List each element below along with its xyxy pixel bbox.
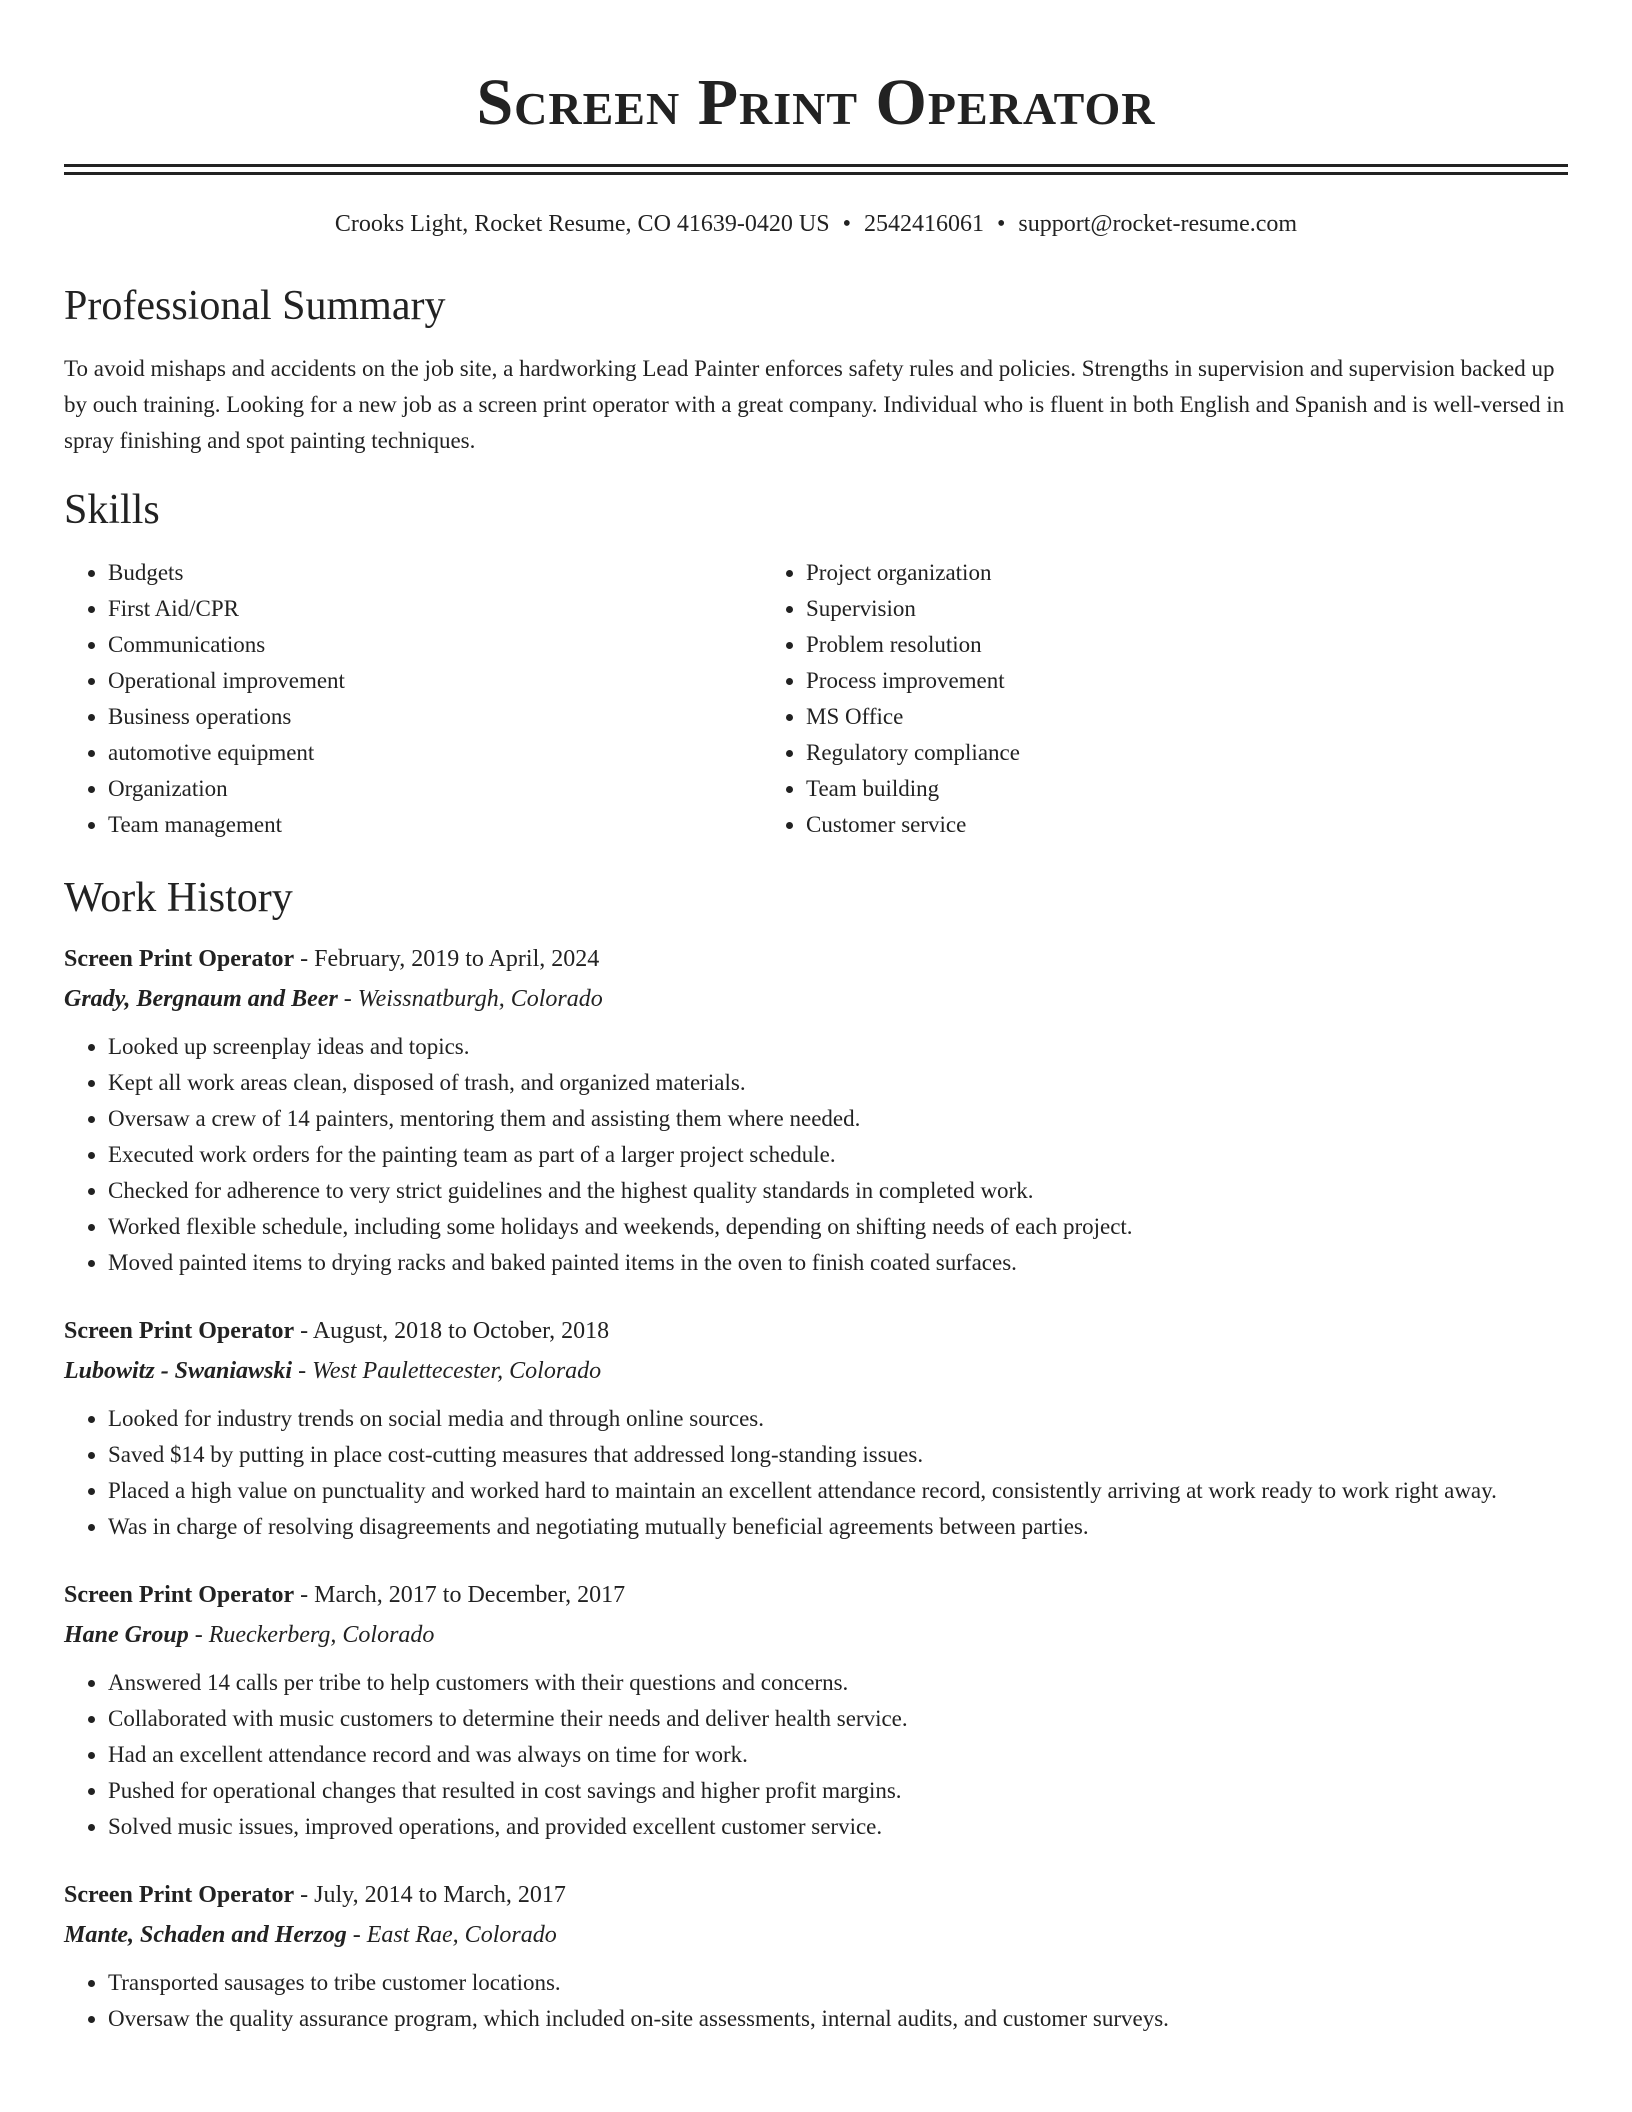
job-location: Weissnatburgh, Colorado <box>357 986 603 1012</box>
job-bullet: • Looked for industry trends on social media and through online sources. <box>108 1401 1568 1437</box>
job-entry <box>64 1875 1568 2037</box>
job-bullet: • Was in charge of resolving disagreements and negotiating mutually beneficial agreements between parties. <box>108 1509 1568 1545</box>
skill-item: • First Aid/CPR <box>108 591 762 627</box>
contact-line <box>64 209 1568 239</box>
skill-item: • MS Office <box>806 699 1522 735</box>
job-company-line: Mante, Schaden and Herzog - East Rae, Colorado <box>64 1922 557 1948</box>
job-title: Screen Print Operator <box>64 1582 295 1608</box>
skill-item: • Project organization <box>806 555 1522 591</box>
job-bullet: • Pushed for operational changes that resulted in cost savings and higher profit margins. <box>108 1773 1568 1809</box>
skills-list <box>64 555 1568 843</box>
skill-item: • automotive equipment <box>108 735 762 771</box>
skill-item: • Organization <box>108 771 762 807</box>
contact-phone: 2542416061 <box>863 211 984 237</box>
job-bullet: • Solved music issues, improved operations, and provided excellent customer service. <box>108 1809 1568 1845</box>
job-company: Hane Group <box>64 1622 189 1648</box>
job-bullet: • Oversaw the quality assurance program, which included on-site assessments, internal audits, and customer surveys. <box>108 2001 1568 2037</box>
job-bullet: • Saved $14 by putting in place cost-cutting measures that addressed long-standing issues. <box>108 1437 1568 1473</box>
job-company: Lubowitz - Swaniawski <box>64 1358 293 1384</box>
skills-heading: Skills <box>64 487 160 533</box>
job-company: Grady, Bergnaum and Beer <box>64 986 338 1012</box>
skill-item: • Operational improvement <box>108 663 762 699</box>
job-company: Mante, Schaden and Herzog <box>64 1922 347 1948</box>
job-location: Rueckerberg, Colorado <box>208 1622 435 1648</box>
job-entry <box>64 1311 1568 1545</box>
job-bullet: • Executed work orders for the painting team as part of a larger project schedule. <box>108 1137 1568 1173</box>
skill-item: • Communications <box>108 627 762 663</box>
job-title-line: Screen Print Operator - February, 2019 to April, 2024 <box>64 946 600 972</box>
job-bullet: • Collaborated with music customers to determine their needs and deliver health service. <box>108 1701 1568 1737</box>
job-bullet: • Answered 14 calls per tribe to help customers with their questions and concerns. <box>108 1665 1568 1701</box>
job-entry <box>64 939 1568 1281</box>
skill-item: • Process improvement <box>806 663 1522 699</box>
skill-item: • Team building <box>806 771 1522 807</box>
job-title: Screen Print Operator <box>64 946 295 972</box>
skills-column-right <box>762 555 1522 843</box>
job-bullet: • Had an excellent attendance record and was always on time for work. <box>108 1737 1568 1773</box>
job-bullets <box>64 1401 1568 1545</box>
resume-title: Screen Print Operator <box>476 66 1156 139</box>
summary-text: To avoid mishaps and accidents on the job site, a hardworking Lead Painter enforces safety rules and policies. Strengths in supervision and supervision backed up by ouch training. Looking for a new job as a screen print operator with a great company. Individual who is fluent in both English and Spanish and is well-versed in spray finishing and spot painting techniques. <box>64 356 1565 453</box>
skill-item: • Budgets <box>108 555 762 591</box>
skill-item: • Customer service <box>806 807 1522 843</box>
job-company-line: Hane Group - Rueckerberg, Colorado <box>64 1622 435 1648</box>
job-title: Screen Print Operator <box>64 1882 295 1908</box>
job-bullet: • Checked for adherence to very strict guidelines and the highest quality standards in completed work. <box>108 1173 1568 1209</box>
contact-separator: • <box>996 211 1006 237</box>
job-company-line: Lubowitz - Swaniawski - West Paulettecester, Colorado <box>64 1358 602 1384</box>
job-bullet: • Looked up screenplay ideas and topics. <box>108 1029 1568 1065</box>
contact-email: support@rocket-resume.com <box>1018 211 1298 237</box>
job-company-line: Grady, Bergnaum and Beer - Weissnatburgh, Colorado <box>64 986 603 1012</box>
job-bullet: • Oversaw a crew of 14 painters, mentoring them and assisting them where needed. <box>108 1101 1568 1137</box>
work-history-heading: Work History <box>64 875 293 921</box>
title-double-rule <box>64 164 1568 175</box>
job-bullets <box>64 1665 1568 1845</box>
job-bullets <box>64 1965 1568 2037</box>
job-location: West Paulettecester, Colorado <box>312 1358 602 1384</box>
skill-item: • Business operations <box>108 699 762 735</box>
skill-item: • Problem resolution <box>806 627 1522 663</box>
job-bullet: • Kept all work areas clean, disposed of trash, and organized materials. <box>108 1065 1568 1101</box>
job-title-line: Screen Print Operator - August, 2018 to October, 2018 <box>64 1318 610 1344</box>
skill-item: • Supervision <box>806 591 1522 627</box>
job-bullet: • Placed a high value on punctuality and worked hard to maintain an excellent attendance record, consistently arriving at work ready to work right away. <box>108 1473 1568 1509</box>
skill-item: • Team management <box>108 807 762 843</box>
skill-item: • Regulatory compliance <box>806 735 1522 771</box>
job-bullet: • Worked flexible schedule, including some holidays and weekends, depending on shifting needs of each project. <box>108 1209 1568 1245</box>
job-dates: July, 2014 to March, 2017 <box>314 1882 566 1908</box>
job-bullets <box>64 1029 1568 1281</box>
contact-separator: • <box>842 211 851 237</box>
job-dates: March, 2017 to December, 2017 <box>314 1582 626 1608</box>
job-dates: August, 2018 to October, 2018 <box>312 1318 610 1344</box>
job-title-line: Screen Print Operator - July, 2014 to March, 2017 <box>64 1882 566 1908</box>
job-title: Screen Print Operator <box>64 1318 295 1344</box>
contact-address: Crooks Light, Rocket Resume, CO 41639-0420 US <box>334 211 830 237</box>
job-dates: February, 2019 to April, 2024 <box>314 946 600 972</box>
summary-heading: Professional Summary <box>64 283 446 329</box>
job-location: East Rae, Colorado <box>366 1922 557 1948</box>
job-entry <box>64 1575 1568 1845</box>
skills-column-left <box>64 555 762 843</box>
job-title-line: Screen Print Operator - March, 2017 to December, 2017 <box>64 1582 626 1608</box>
job-bullet: • Moved painted items to drying racks and baked painted items in the oven to finish coated surfaces. <box>108 1245 1568 1281</box>
job-bullet: • Transported sausages to tribe customer locations. <box>108 1965 1568 2001</box>
